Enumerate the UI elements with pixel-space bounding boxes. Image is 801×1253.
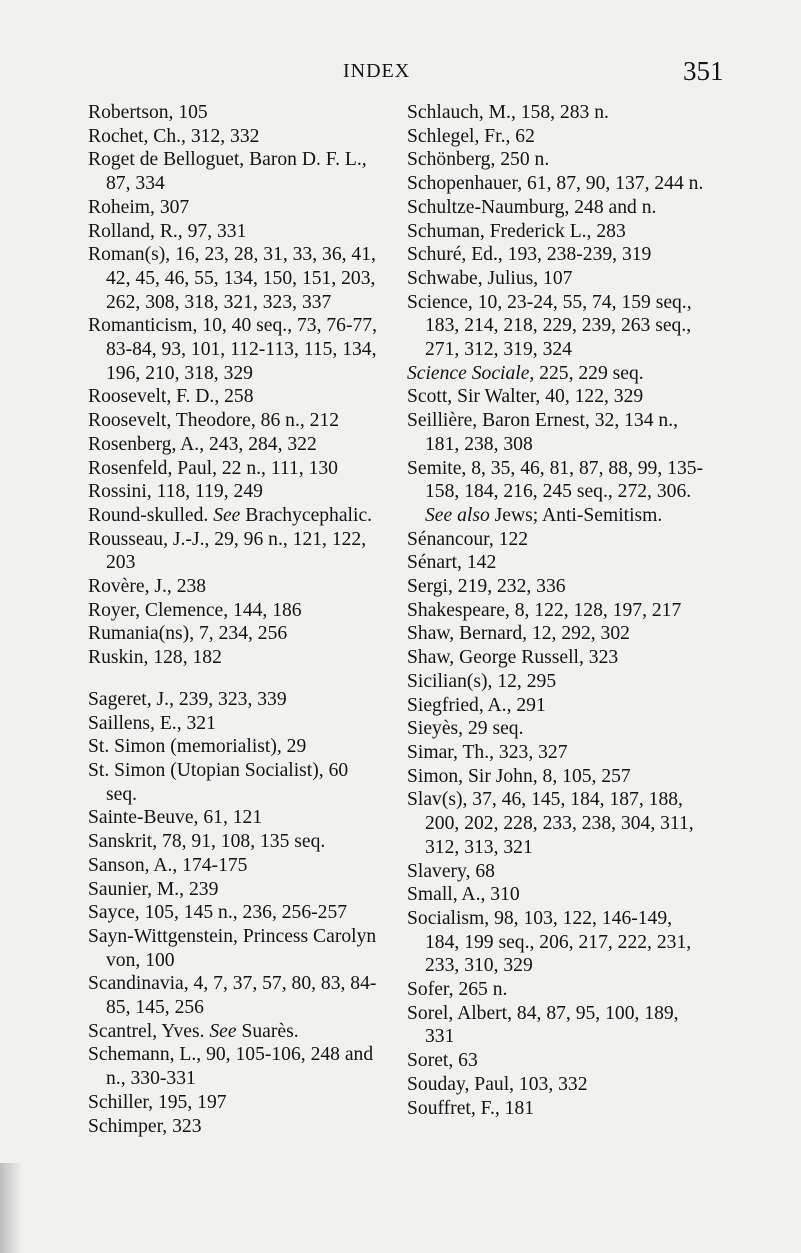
index-entry: Schopenhauer, 61, 87, 90, 137, 244 n. xyxy=(407,173,704,195)
index-entry: Sainte-Beuve, 61, 121 xyxy=(88,807,263,829)
index-entry: Scandinavia, 4, 7, 37, 57, 80, 83, 84-85, 145, 256 xyxy=(88,973,377,1019)
index-entry xyxy=(407,457,707,528)
index-entry: Robertson, 105 xyxy=(88,102,208,123)
index-entry: Schuman, Frederick L., 283 xyxy=(407,220,626,242)
index-entry: Schönberg, 250 n. xyxy=(407,149,550,171)
index-entry: Roosevelt, F. D., 258 xyxy=(88,386,254,408)
index-entry: Sanskrit, 78, 91, 108, 135 seq. xyxy=(88,831,326,853)
index-entry: Rosenfeld, Paul, 22 n., 111, 130 xyxy=(88,457,338,479)
index-entry: Soret, 63 xyxy=(407,1050,478,1072)
entry-text: Semite, 8, 35, 46, 81, 87, 88, 99, 135-158, 184, 216, 245 seq., 272, 306. xyxy=(407,457,704,503)
index-entry: Schemann, L., 90, 105-106, 248 and n., 330-331 xyxy=(88,1044,374,1090)
index-entry: Saillens, E., 321 xyxy=(88,712,216,734)
running-head: INDEX xyxy=(343,60,411,82)
index-entry: Souday, Paul, 103, 332 xyxy=(407,1073,588,1095)
index-entry: Roget de Belloguet, Baron D. F. L., 87, 334 xyxy=(88,149,367,195)
entry-text: Round-skulled. xyxy=(88,504,214,526)
index-entry: Roman(s), 16, 23, 28, 31, 33, 36, 41, 42, 45, 46, 55, 134, 150, 151, 203, 262, 308, 318, 321, 323, 337 xyxy=(88,244,376,313)
page-header xyxy=(0,56,801,100)
index-entry: Slav(s), 37, 46, 145, 184, 187, 188, 200, 202, 228, 233, 238, 304, 311, 312, 313, 321 xyxy=(407,789,694,858)
index-entry: Sieyès, 29 seq. xyxy=(407,718,524,740)
index-entry: Rossini, 118, 119, 249 xyxy=(88,481,263,503)
index-entry: Simar, Th., 323, 327 xyxy=(407,741,568,763)
entry-italic-text: See xyxy=(213,504,241,526)
index-entry: Sénart, 142 xyxy=(407,552,497,574)
index-entry: Rolland, R., 97, 331 xyxy=(88,220,247,242)
index-entry: Schiller, 195, 197 xyxy=(88,1091,227,1113)
index-entry: St. Simon (Utopian Socialist), 60 seq. xyxy=(88,759,349,805)
index-entry: Sayce, 105, 145 n., 236, 256-257 xyxy=(88,902,348,924)
index-entry: Schuré, Ed., 193, 238-239, 319 xyxy=(407,244,652,266)
index-entry: Schwabe, Julius, 107 xyxy=(407,267,573,289)
index-entry: Science, 10, 23-24, 55, 74, 159 seq., 183, 214, 218, 229, 239, 263 seq., 271, 312, 319, 324 xyxy=(407,291,692,361)
index-entry: Rovère, J., 238 xyxy=(88,576,207,598)
index-entry: Scott, Sir Walter, 40, 122, 329 xyxy=(407,386,644,408)
page-number: 351 xyxy=(683,56,724,86)
index-entry: Ruskin, 128, 182 xyxy=(88,647,222,669)
entry-text: Brachycephalic. xyxy=(240,504,373,526)
index-entry: Schlauch, M., 158, 283 n. xyxy=(407,102,609,123)
index-entry: Shaw, Bernard, 12, 292, 302 xyxy=(407,623,630,645)
entry-italic-text: See xyxy=(209,1020,237,1042)
index-entry: Simon, Sir John, 8, 105, 257 xyxy=(407,765,631,787)
index-entry: Sofer, 265 n. xyxy=(407,979,508,1001)
entry-text: Scantrel, Yves. xyxy=(88,1020,210,1042)
index-entry: Roheim, 307 xyxy=(88,196,190,218)
index-column-left xyxy=(88,101,380,1138)
index-entry: Rousseau, J.-J., 29, 96 n., 121, 122, 203 xyxy=(88,528,367,574)
index-entry: Schlegel, Fr., 62 xyxy=(407,125,535,147)
index-entry: Rosenberg, A., 243, 284, 322 xyxy=(88,433,317,455)
index-entry: Sageret, J., 239, 323, 339 xyxy=(88,688,287,710)
entry-text: Jews; Anti-Semitism. xyxy=(489,504,663,526)
index-entry: Sergi, 219, 232, 336 xyxy=(407,576,566,598)
index-entry: Slavery, 68 xyxy=(407,860,495,882)
index-entry: Shakespeare, 8, 122, 128, 197, 217 xyxy=(407,599,682,621)
index-column-right xyxy=(407,101,707,1120)
index-entry: Royer, Clemence, 144, 186 xyxy=(88,599,302,621)
index-entry: Schultze-Naumburg, 248 and n. xyxy=(407,196,657,218)
index-entry: Sanson, A., 174-175 xyxy=(88,854,248,876)
index-entry: Rumania(ns), 7, 234, 256 xyxy=(88,623,288,645)
page-edge-shadow xyxy=(0,1163,22,1253)
index-entry: Souffret, F., 181 xyxy=(407,1097,535,1119)
index-entry: Sorel, Albert, 84, 87, 95, 100, 189, 331 xyxy=(407,1002,679,1048)
index-entry: Roosevelt, Theodore, 86 n., 212 xyxy=(88,410,340,432)
index-entry: Shaw, George Russell, 323 xyxy=(407,647,619,669)
index-entry xyxy=(88,1020,380,1044)
index-entry: Sicilian(s), 12, 295 xyxy=(407,670,557,692)
index-entry: Sayn-Wittgenstein, Princess Carolyn von, 100 xyxy=(88,925,377,971)
index-entry: Siegfried, A., 291 xyxy=(407,694,546,716)
index-entry: St. Simon (memorialist), 29 xyxy=(88,736,307,758)
entry-text: 225, 229 seq. xyxy=(534,362,644,384)
index-entry: Sénancour, 122 xyxy=(407,528,529,550)
index-entry: Saunier, M., 239 xyxy=(88,878,219,900)
index-entry: Rochet, Ch., 312, 332 xyxy=(88,125,260,147)
index-entry: Romanticism, 10, 40 seq., 73, 76-77, 83-84, 93, 101, 112-113, 115, 134, 196, 210, 318, 329 xyxy=(88,315,377,384)
index-entry: Schimper, 323 xyxy=(88,1115,202,1137)
index-entry: Socialism, 98, 103, 122, 146-149, 184, 199 seq., 206, 217, 222, 231, 233, 310, 329 xyxy=(407,907,692,977)
index-entry xyxy=(407,362,707,386)
entry-italic-text: See also xyxy=(425,504,490,526)
index-entry xyxy=(88,504,380,528)
entry-italic-text: Science Sociale, xyxy=(407,362,535,384)
index-entry: Small, A., 310 xyxy=(407,884,520,906)
entry-text: Suarès. xyxy=(236,1020,299,1042)
index-entry: Seillière, Baron Ernest, 32, 134 n., 181, 238, 308 xyxy=(407,410,678,455)
